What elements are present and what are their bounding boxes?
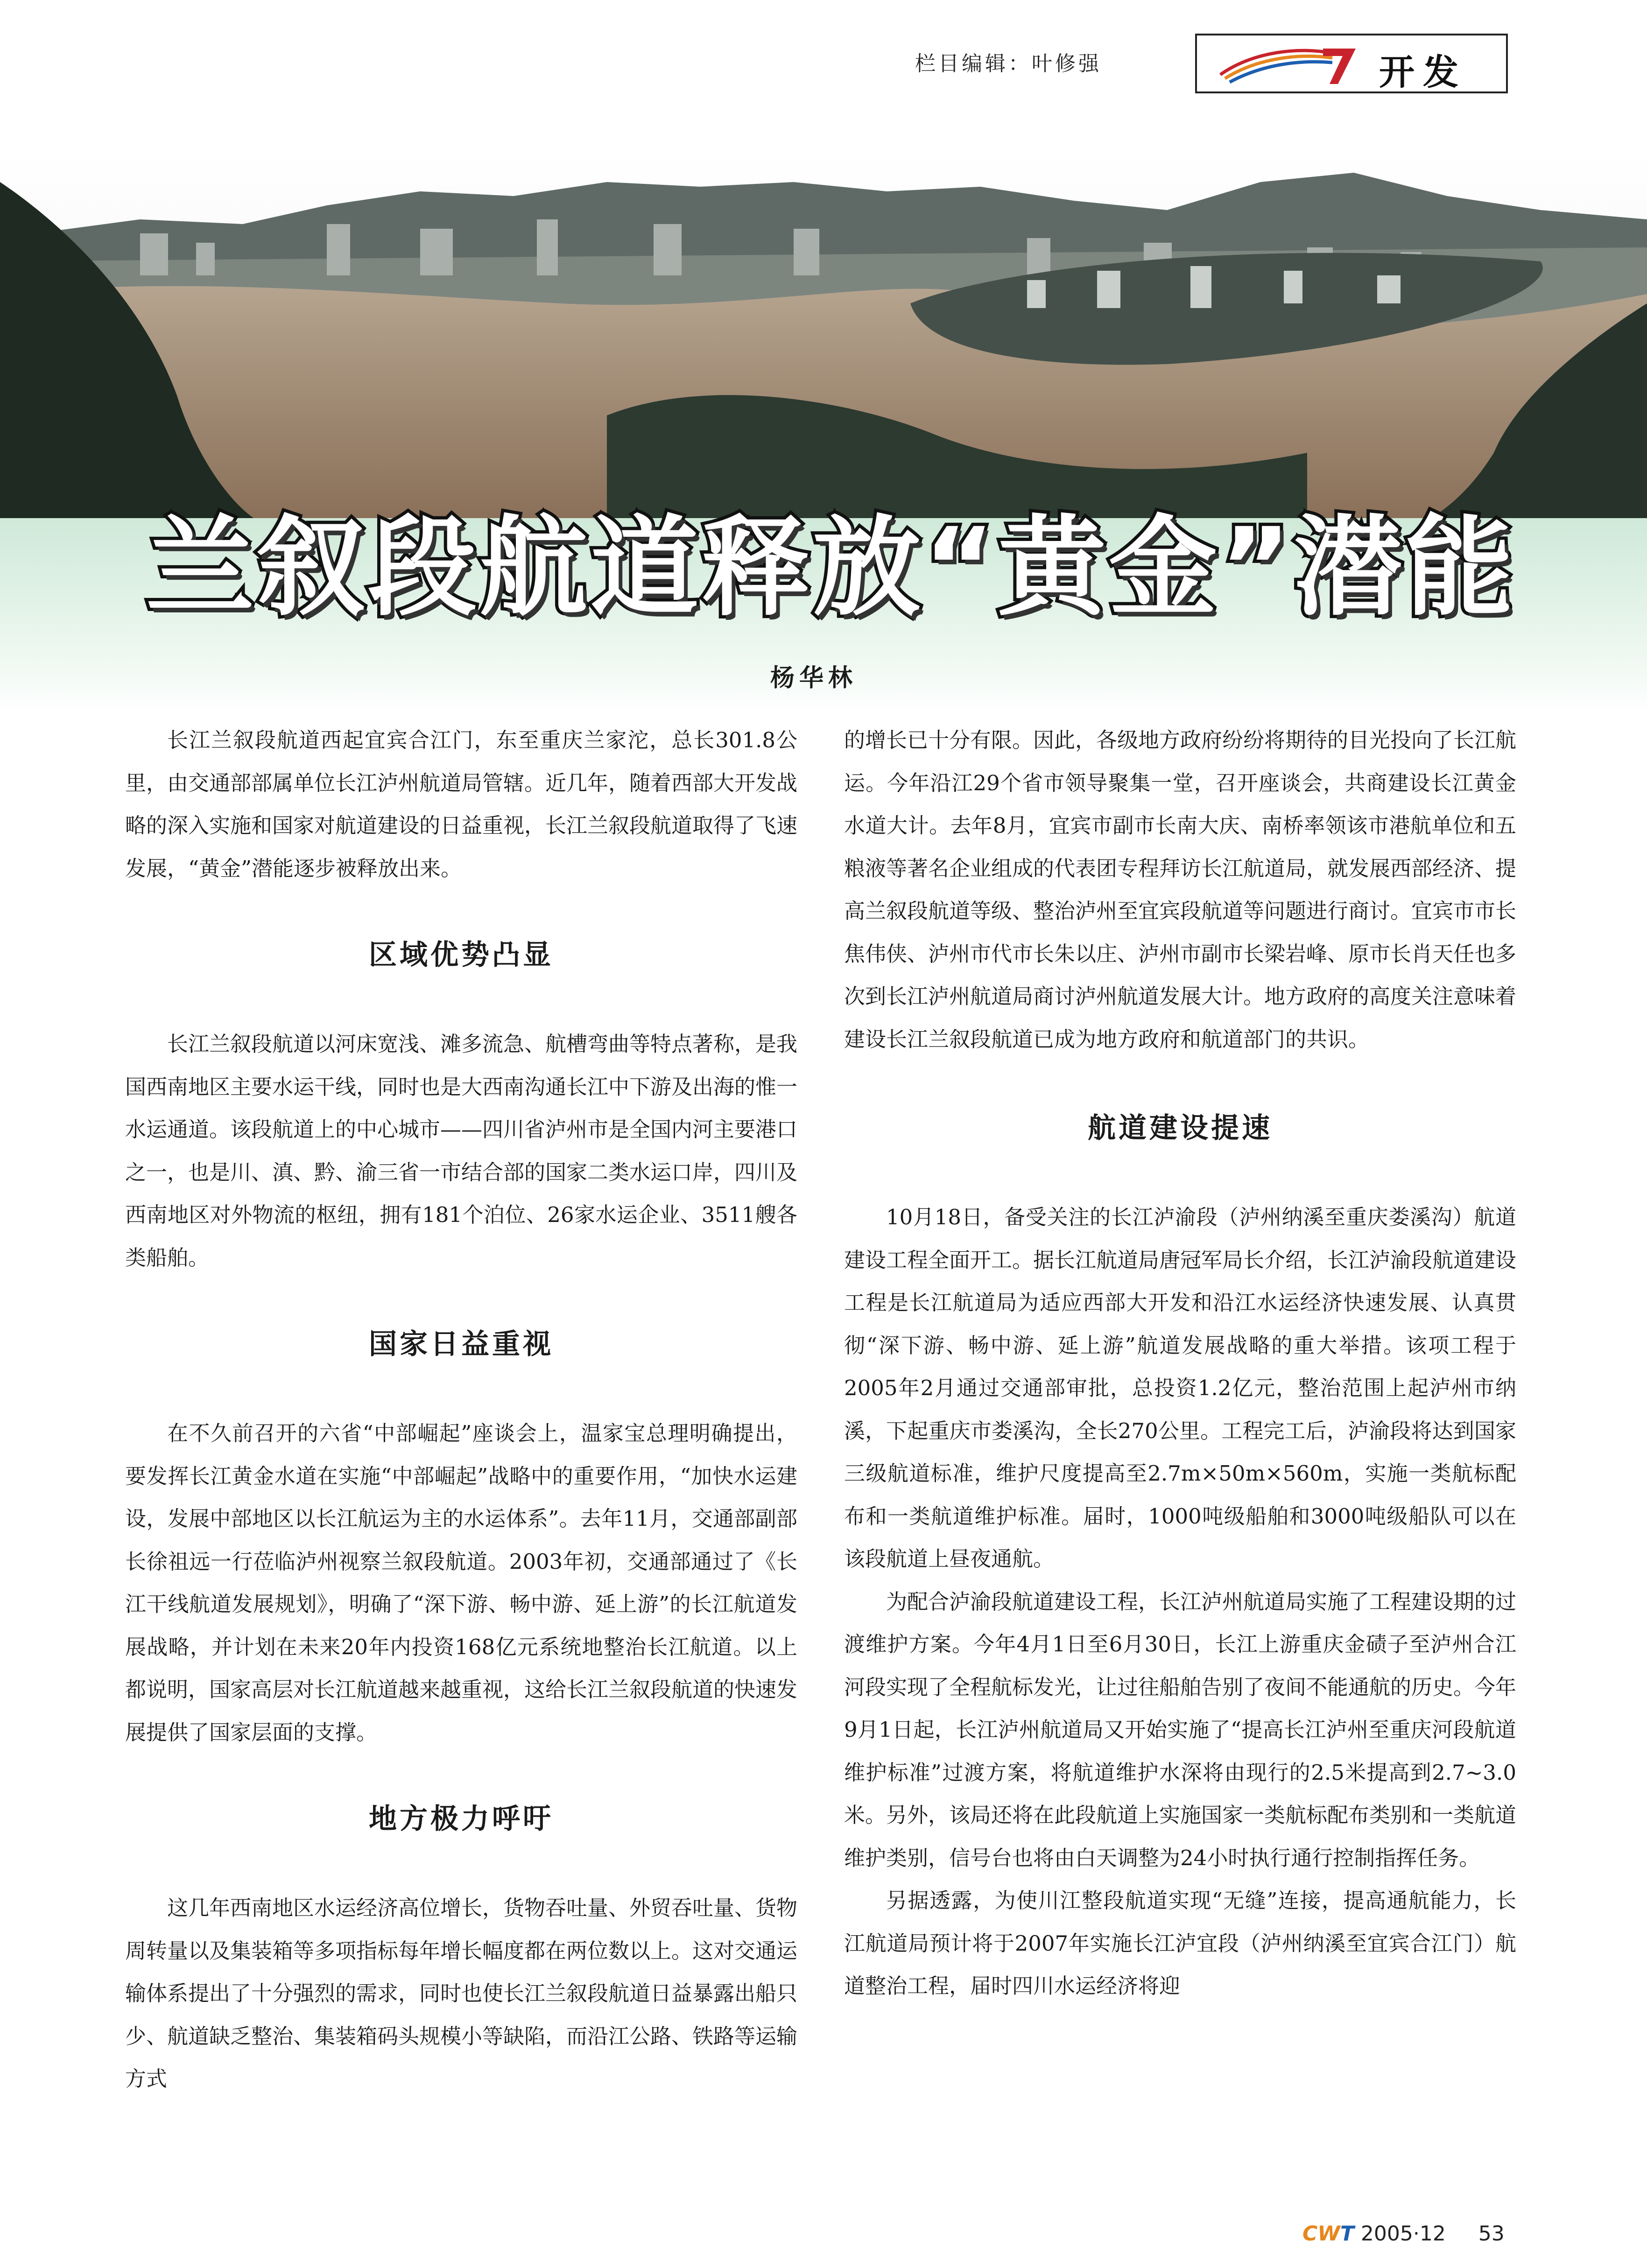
paragraph: 10月18日，备受关注的长江泸渝段（泸州纳溪至重庆娄溪沟）航道建设工程全面开工。据长江航道局唐冠军局长介绍，长江泸渝段航道建设工程是长江航道局为适应西部大开发和沿江水运经济快速发展、认真贯彻“深下游、畅中游、延上游”航道发展战略的重大举措。该项工程于2005年2月通过交通部审批，总投资1.2亿元，整治范围上起泸州市纳溪，下起重庆市娄溪沟，全长270公里。工程完工后，泸渝段将达到国家三级航道标准，维护尺度提高至2.7m×50m×560m，实施一类航标配布和一类航道维护标准。届时，1000吨级船舶和3000吨级船队可以在该段航道上昼夜通航。	[844, 1205, 1517, 1571]
page-number: 53	[1478, 2222, 1505, 2246]
magazine-logo: CWT	[1302, 2222, 1354, 2246]
right-column	[844, 719, 1516, 2008]
column-editor: 栏目编辑：叶修强	[915, 52, 1102, 76]
article-title: 兰叙段航道释放“黄金”潜能	[146, 505, 1516, 631]
paragraph: 的增长已十分有限。因此，各级地方政府纷纷将期待的目光投向了长江航运。今年沿江29个省市领导聚集一堂，召开座谈会，共商建设长江黄金水道大计。去年8月，宜宾市副市长南大庆、南桥率领该市港航单位和五粮液等著名企业组成的代表团专程拜访长江航道局，就发展西部经济、提高兰叙段航道等级、整治泸州至宜宾段航道等问题进行商讨。宜宾市市长焦伟侠、泸州市代市长朱以庄、泸州市副市长梁岩峰、原市长肖天任也多次到长江泸州航道局商讨泸州航道发展大计。地方政府的高度关注意味着建设长江兰叙段航道已成为地方政府和航道部门的共识。	[844, 728, 1517, 1052]
issue-date: 2005·12	[1360, 2222, 1446, 2246]
paragraph: 长江兰叙段航道以河床宽浅、滩多流急、航槽弯曲等特点著称，是我国西南地区主要水运干线，同时也是大西南沟通长江中下游及出海的惟一水运通道。该段航道上的中心城市——四川省泸州市是全国内河主要港口之一，也是川、滇、黔、渝三省一市结合部的国家二类水运口岸，四川及西南地区对外物流的枢纽，拥有181个泊位、26家水运企业、3511艘各类船舶。	[125, 1032, 798, 1270]
paragraph: 这几年西南地区水运经济高位增长，货物吞吐量、外贸吞吐量、货物周转量以及集装箱等多项指标每年增长幅度都在两位数以上。这对交通运输体系提出了十分强烈的需求，同时也使长江兰叙段航道日益暴露出船只少、航道缺乏整治、集装箱码头规模小等缺陷，而沿江公路、铁路等运输方式	[125, 1896, 798, 2091]
section-heading: 地方极力呼吁	[369, 1803, 554, 1835]
paragraph: 在不久前召开的六省“中部崛起”座谈会上，温家宝总理明确提出，要发挥长江黄金水道在实施“中部崛起”战略中的重要作用，“加快水运建设，发展中部地区以长江航运为主的水运体系”。去年11月，交通部副部长徐祖远一行莅临泸州视察兰叙段航道。2003年初，交通部通过了《长江干线航道发展规划》，明确了“深下游、畅中游、延上游”的长江航道发展战略，并计划在未来20年内投资168亿元系统地整治长江航道。以上都说明，国家高层对长江航道越来越重视，这给长江兰叙段航道的快速发展提供了国家层面的支撑。	[125, 1421, 798, 1745]
section-heading: 航道建设提速	[1088, 1112, 1273, 1145]
section-heading: 国家日益重视	[369, 1328, 554, 1361]
river-city-photo	[0, 154, 1647, 523]
section-tag	[1195, 34, 1508, 93]
paragraph: 为配合泸渝段航道建设工程，长江泸州航道局实施了工程建设期的过渡维护方案。今年4月1日至6月30日，长江上游重庆金碛子至泸州合江河段实现了全程航标发光，让过往船舶告别了夜间不能通航的历史。今年9月1日起，长江泸州航道局又开始实施了“提高长江泸州至重庆河段航道维护标准”过渡方案，将航道维护水深将由现行的2.5米提高到2.7~3.0米。另外，该局还将在此段航道上实施国家一类航标配布类别和一类航道维护类别，信号台也将由白天调整为24小时执行通行控制指挥任务。	[844, 1589, 1517, 1870]
paragraph: 另据透露，为使川江整段航道实现“无缝”连接，提高通航能力，长江航道局预计将于2007年实施长江泸宜段（泸州纳溪至宜宾合江门）航道整治工程，届时四川水运经济将迎	[844, 1888, 1516, 1998]
section-label: 开发	[1379, 51, 1467, 93]
section-heading: 区域优势凸显	[369, 939, 554, 971]
swoosh-logo-icon	[1216, 42, 1365, 87]
article-author: 杨华林	[770, 664, 858, 692]
left-column	[125, 719, 797, 2100]
page-footer	[1302, 2222, 1505, 2246]
paragraph: 长江兰叙段航道西起宜宾合江门，东至重庆兰家沱，总长301.8公里，由交通部部属单位长江泸州航道局管辖。近几年，随着西部大开发战略的深入实施和国家对航道建设的日益重视，长江兰叙段航道取得了飞速发展，“黄金”潜能逐步被释放出来。	[125, 728, 798, 881]
